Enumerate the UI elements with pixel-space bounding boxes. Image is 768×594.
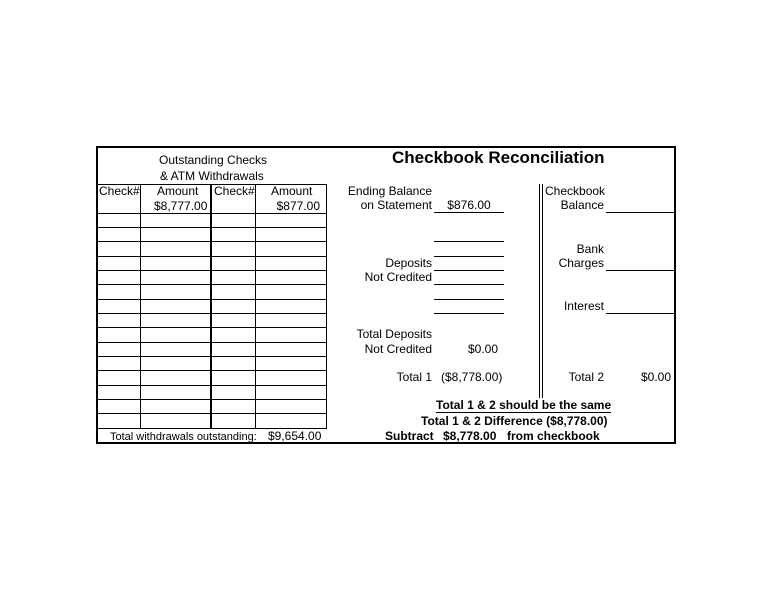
divider-right [542,184,543,398]
total1-label: Total 1 [396,370,432,384]
subtract-label: Subtract [385,429,434,443]
interest-label: Interest [563,299,604,313]
form-title: Checkbook Reconciliation [392,148,605,167]
outstanding-heading-line2: & ATM Withdrawals [160,169,264,183]
bank-charges-line [606,270,675,271]
ending-balance-line [434,212,504,213]
checkbook-balance-label-line1: Checkbook [545,184,606,198]
total-withdrawals-label: Total withdrawals outstanding: [110,431,257,443]
deposits-label-line2: Not Credited [364,270,432,284]
deposit-line-6 [434,313,504,314]
total1-value: ($8,778.00) [441,370,503,384]
checkbook-balance-label-line2: Balance [560,198,604,212]
col-header-amount2: Amount [271,184,313,198]
checkbook-balance-line [606,212,675,213]
deposit-line-4 [434,284,504,285]
ending-balance-label-line1: Ending Balance [347,184,432,198]
col-header-check1: Check# [99,184,140,198]
col-header-check2: Check# [214,184,255,198]
total2-value: $0.00 [641,370,672,384]
total2-label: Total 2 [568,370,604,384]
amount1-value: $8,777.00 [154,199,208,213]
total-withdrawals-value: $9,654.00 [268,429,322,443]
bank-charges-label-line1: Bank [576,242,604,256]
difference-text: Total 1 & 2 Difference ($8,778.00) [421,414,608,428]
total-deposits-value: $0.00 [468,342,499,356]
deposit-line-2 [434,256,504,257]
ending-balance-label-line2: on Statement [360,198,432,212]
bank-charges-label-line2: Charges [558,256,604,270]
deposit-line-5 [434,299,504,300]
total-deposits-label-line2: Not Credited [364,342,432,356]
ending-balance-value: $876.00 [447,198,491,212]
divider-left [539,184,540,398]
same-note: Total 1 & 2 should be the same [436,398,612,412]
col-header-amount1: Amount [157,184,199,198]
amount2-value: $877.00 [276,199,320,213]
interest-line [606,313,675,314]
total-deposits-label-line1: Total Deposits [356,327,432,341]
deposits-label-line1: Deposits [385,256,432,270]
deposit-line-1 [434,241,504,242]
deposit-line-3 [434,270,504,271]
outstanding-heading-line1: Outstanding Checks [159,153,268,167]
subtract-suffix: from checkbook [507,429,600,443]
subtract-value: $8,778.00 [443,429,497,443]
